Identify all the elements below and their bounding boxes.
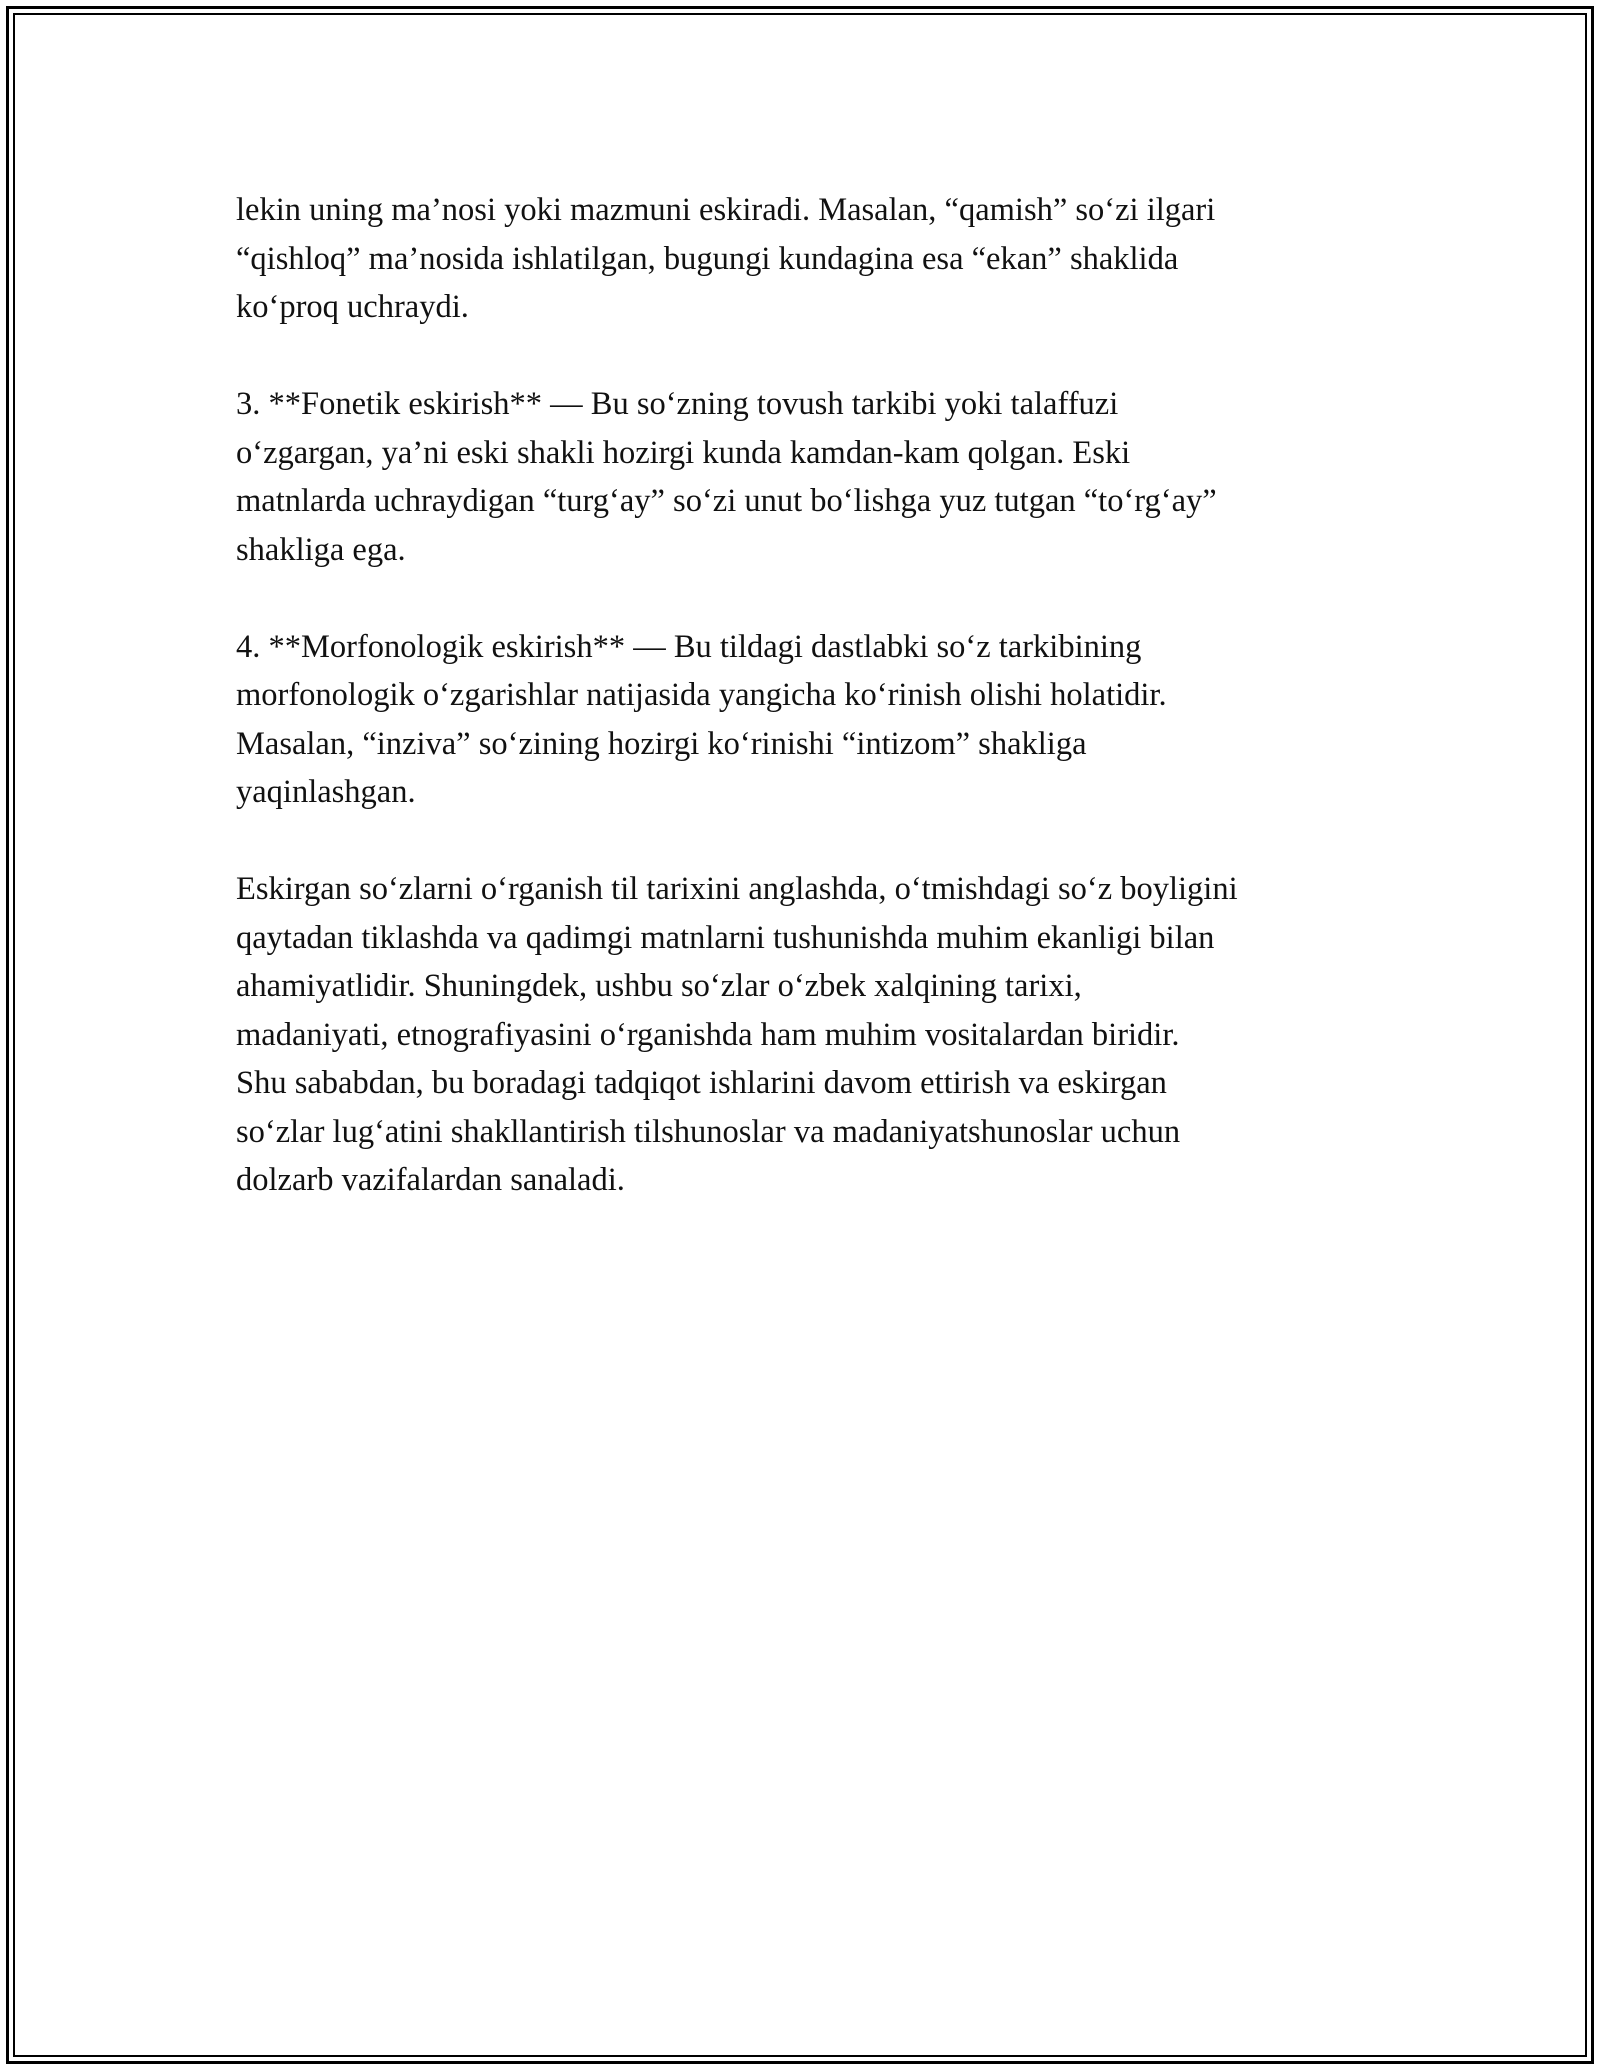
document-body <box>236 186 1396 1253</box>
text-line: qaytadan tiklashda va qadimgi matnlarni tushunishda muhim ekanligi bilan <box>236 919 1215 956</box>
text-line: ahamiyatlidir. Shuningdek, ushbu so‘zlar o‘zbek xalqining tarixi, <box>236 968 1082 1004</box>
text-line: so‘zlar lug‘atini shakllantirish tilshunoslar va madaniyatshunoslar uchun <box>236 1113 1181 1150</box>
text-line: shakliga ega. <box>236 531 406 568</box>
text-line: Masalan, “inziva” so‘zining hozirgi ko‘rinishi “intizom” shakliga <box>236 725 1087 762</box>
text-line: yaqinlashgan. <box>236 774 416 810</box>
text-line: Shu sababdan, bu boradagi tadqiqot ishlarini davom ettirish va eskirgan <box>236 1065 1167 1101</box>
paragraph-morphonological-aging <box>236 623 1396 817</box>
text-line: madaniyati, etnografiyasini o‘rganishda ham muhim vositalardan biridir. <box>236 1016 1180 1053</box>
text-line: morfonologik o‘zgarishlar natijasida yangicha ko‘rinish olishi holatidir. <box>236 677 1167 713</box>
text-line: Eskirgan so‘zlarni o‘rganish til tarixini anglashda, o‘tmishdagi so‘z boyligini <box>236 871 1238 907</box>
text-line: “qishloq” ma’nosida ishlatilgan, bugungi kundagina esa “ekan” shaklida <box>236 240 1179 277</box>
text-line: ko‘proq uchraydi. <box>236 289 469 325</box>
text-line: 3. **Fonetik eskirish** — Bu so‘zning tovush tarkibi yoki talaffuzi <box>236 386 1119 422</box>
paragraph-phonetic-aging <box>236 380 1396 574</box>
text-line: o‘zgargan, ya’ni eski shakli hozirgi kunda kamdan-kam qolgan. Eski <box>236 434 1131 471</box>
paragraph-semantic-aging-continuation <box>236 186 1396 332</box>
text-line: matnlarda uchraydigan “turg‘ay” so‘zi unut bo‘lishga yuz tutgan “to‘rg‘ay” <box>236 483 1217 519</box>
text-line: 4. **Morfonologik eskirish** — Bu tildagi dastlabki so‘z tarkibining <box>236 628 1142 665</box>
text-line: dolzarb vazifalardan sanaladi. <box>236 1162 625 1198</box>
paragraph-conclusion <box>236 865 1396 1205</box>
text-line: lekin uning ma’nosi yoki mazmuni eskiradi. Masalan, “qamish” so‘zi ilgari <box>236 192 1216 228</box>
